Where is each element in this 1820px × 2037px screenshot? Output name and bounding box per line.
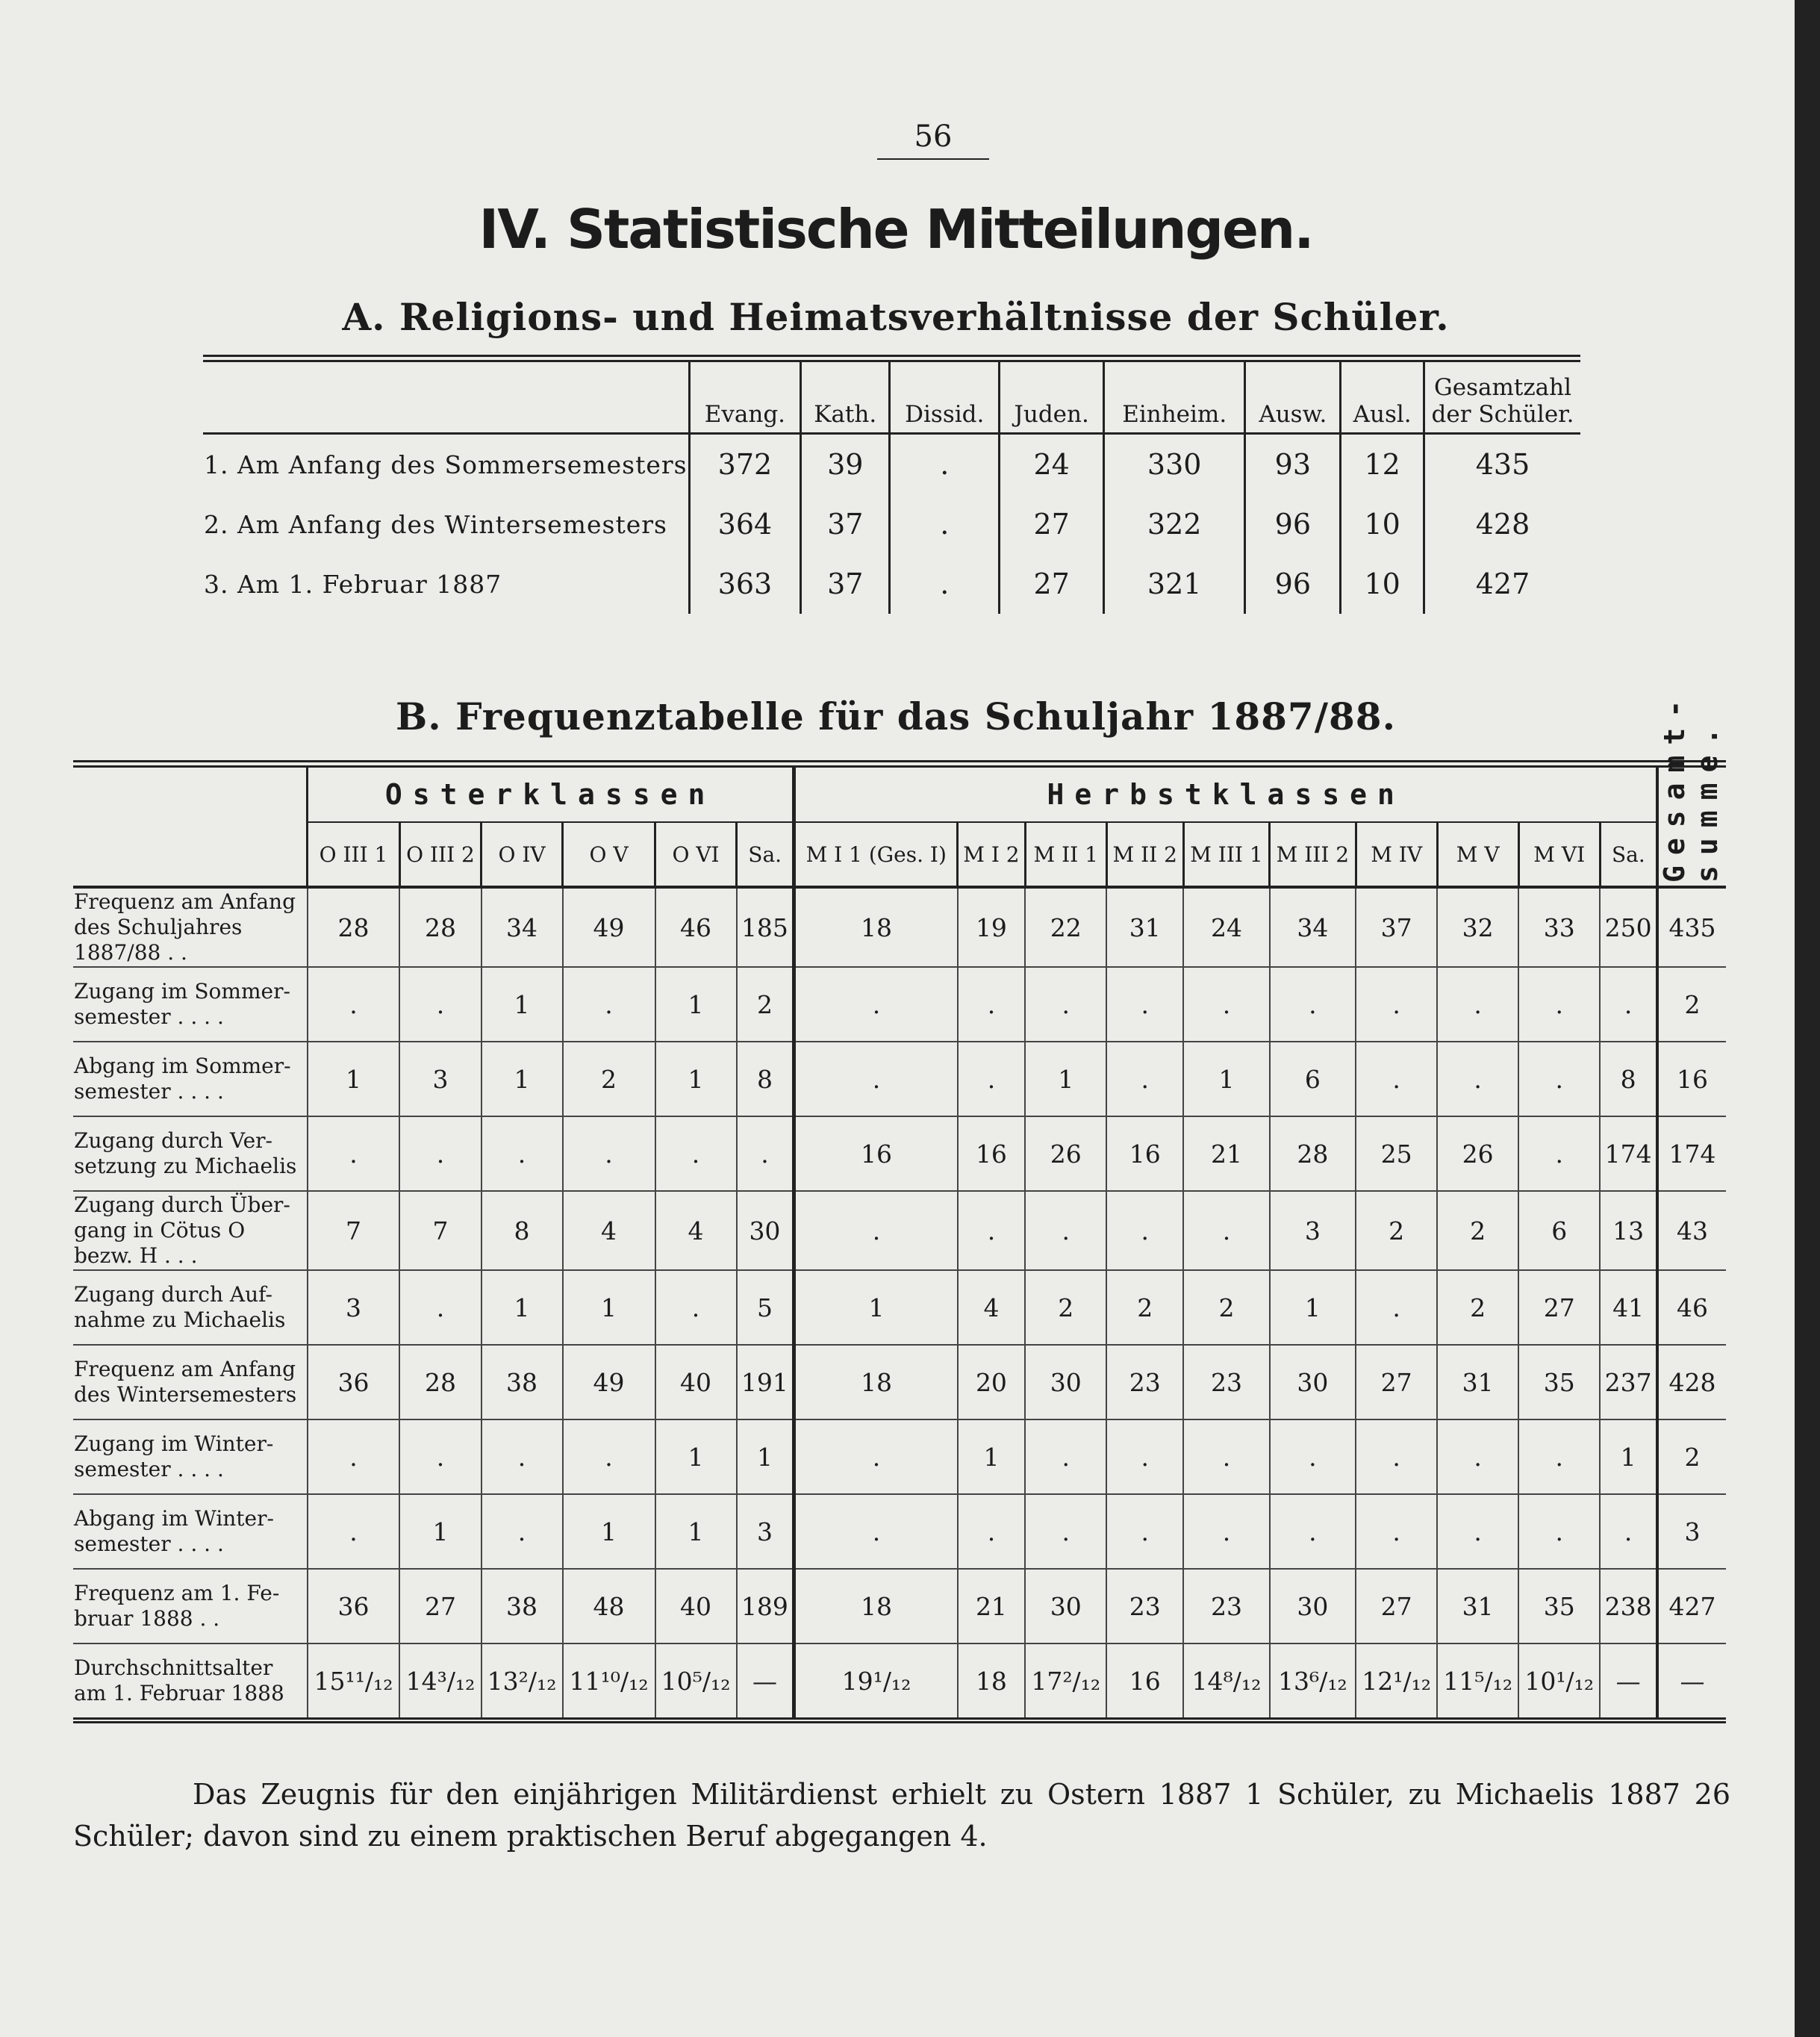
table-cell: 321 — [1104, 554, 1245, 614]
table-cell: 20 — [958, 1345, 1026, 1419]
table-cell: 8 — [1600, 1042, 1657, 1116]
table-cell: 1 — [399, 1494, 481, 1569]
table-cell: 189 — [737, 1569, 794, 1643]
table-cell: 15¹¹/₁₂ — [308, 1643, 400, 1720]
table-cell: . — [1183, 1419, 1269, 1494]
table-cell: 27 — [1356, 1345, 1437, 1419]
table-cell: 3 — [737, 1494, 794, 1569]
frequency-column-label: M II 2 — [1106, 822, 1183, 887]
table-cell: 36 — [308, 1569, 400, 1643]
table-cell: 428 — [1424, 494, 1581, 554]
table-cell: . — [1356, 1494, 1437, 1569]
table-cell: 1 — [655, 967, 737, 1042]
table-cell: 25 — [1356, 1116, 1437, 1191]
table-cell: 26 — [1025, 1116, 1106, 1191]
religion-header: Dissid. — [890, 358, 1000, 434]
group-osterklassen: Osterklassen — [308, 764, 794, 822]
frequency-group-header — [73, 764, 1726, 822]
table-cell: — — [1600, 1643, 1657, 1720]
table-cell: 363 — [689, 554, 801, 614]
table-cell: 1 — [563, 1270, 655, 1345]
table-cell: . — [1025, 1494, 1106, 1569]
table-cell: 33 — [1518, 887, 1600, 967]
table-cell: 28 — [308, 887, 400, 967]
row-label: Zugang im Sommer-semester . . . . — [74, 979, 290, 1029]
frequency-table-row — [73, 1191, 1726, 1270]
table-cell: 174 — [1657, 1116, 1726, 1191]
table-cell: 40 — [655, 1569, 737, 1643]
table-cell: . — [1025, 1191, 1106, 1270]
table-cell: . — [890, 494, 1000, 554]
table-cell: 2 — [1025, 1270, 1106, 1345]
frequency-column-header — [73, 822, 1726, 887]
table-cell: 38 — [482, 1345, 563, 1419]
table-cell: 427 — [1657, 1569, 1726, 1643]
table-cell: 30 — [1270, 1569, 1356, 1643]
table-cell: 1 — [655, 1494, 737, 1569]
table-cell: 28 — [399, 1345, 481, 1419]
table-cell: 30 — [1025, 1569, 1106, 1643]
table-cell: . — [399, 1116, 481, 1191]
table-cell: . — [958, 967, 1026, 1042]
table-cell: 30 — [1270, 1345, 1356, 1419]
table-cell: 14³/₁₂ — [399, 1643, 481, 1720]
table-cell: 13²/₁₂ — [482, 1643, 563, 1720]
frequency-table-row — [73, 967, 1726, 1042]
frequency-column-label: O V — [563, 822, 655, 887]
frequency-column-label: O VI — [655, 822, 737, 887]
religion-header-blank — [203, 358, 689, 434]
table-cell: 27 — [1000, 494, 1104, 554]
table-cell: 250 — [1600, 887, 1657, 967]
table-cell: 27 — [1518, 1270, 1600, 1345]
table-cell: . — [1270, 967, 1356, 1042]
table-cell: 11⁵/₁₂ — [1437, 1643, 1518, 1720]
table-cell: 23 — [1106, 1569, 1183, 1643]
table-cell: 11¹⁰/₁₂ — [563, 1643, 655, 1720]
table-cell: . — [794, 1419, 958, 1494]
religion-table-row — [203, 434, 1580, 495]
table-cell: 174 — [1600, 1116, 1657, 1191]
group-herbstklassen: Herbstklassen — [794, 764, 1657, 822]
table-cell: . — [1106, 1419, 1183, 1494]
frequency-column-label: M IV — [1356, 822, 1437, 887]
table-cell: . — [1270, 1419, 1356, 1494]
table-cell: 8 — [482, 1191, 563, 1270]
table-cell: . — [1356, 967, 1437, 1042]
table-cell: . — [1518, 1042, 1600, 1116]
frequency-table-row — [73, 1042, 1726, 1116]
table-cell: 435 — [1424, 434, 1581, 495]
frequency-column-label: O III 2 — [399, 822, 481, 887]
table-cell: 21 — [1183, 1116, 1269, 1191]
table-cell: 6 — [1518, 1191, 1600, 1270]
section-a-heading: A. Religions- und Heimatsverhältnisse der Schüler. — [342, 295, 1450, 339]
frequency-table-row — [73, 1345, 1726, 1419]
table-cell: 39 — [801, 434, 890, 495]
table-cell: 26 — [1437, 1116, 1518, 1191]
frequency-column-label: M III 2 — [1270, 822, 1356, 887]
frequency-column-label: O III 1 — [308, 822, 400, 887]
table-cell: . — [890, 554, 1000, 614]
table-cell: . — [482, 1419, 563, 1494]
frequency-column-label: Sa. — [1600, 822, 1657, 887]
table-cell: . — [1025, 1419, 1106, 1494]
table-cell: 13 — [1600, 1191, 1657, 1270]
table-cell: 3 — [1657, 1494, 1726, 1569]
table-cell: 28 — [399, 887, 481, 967]
table-cell: 31 — [1437, 1345, 1518, 1419]
religion-header: Kath. — [801, 358, 890, 434]
table-cell: 364 — [689, 494, 801, 554]
gesamtsumme-header: Gesamt-summe. — [1657, 764, 1726, 887]
table-cell: . — [794, 1191, 958, 1270]
table-cell: 23 — [1106, 1345, 1183, 1419]
table-cell: . — [1183, 1191, 1269, 1270]
table-cell: . — [399, 967, 481, 1042]
table-cell: 31 — [1106, 887, 1183, 967]
page-title: IV. Statistische Mitteilungen. — [479, 198, 1313, 261]
table-cell: 1 — [482, 967, 563, 1042]
frequency-column-label: M III 1 — [1183, 822, 1269, 887]
row-label: Abgang im Sommer-semester . . . . — [74, 1054, 291, 1104]
table-cell: 16 — [1106, 1116, 1183, 1191]
row-label: Zugang im Winter-semester . . . . — [74, 1431, 274, 1481]
table-cell: 1 — [655, 1419, 737, 1494]
table-cell: 34 — [482, 887, 563, 967]
table-cell: 185 — [737, 887, 794, 967]
table-cell: 16 — [794, 1116, 958, 1191]
page-number: 56 — [877, 119, 989, 160]
table-cell: 2 — [1657, 1419, 1726, 1494]
table-cell: 37 — [801, 554, 890, 614]
table-cell: 35 — [1518, 1569, 1600, 1643]
table-cell: 14⁸/₁₂ — [1183, 1643, 1269, 1720]
table-cell: 43 — [1657, 1191, 1726, 1270]
frequency-column-label: M II 1 — [1025, 822, 1106, 887]
table-cell: . — [1183, 967, 1269, 1042]
religion-header: Ausl. — [1341, 358, 1424, 434]
table-cell: . — [399, 1419, 481, 1494]
table-cell: 7 — [399, 1191, 481, 1270]
table-cell: 13⁶/₁₂ — [1270, 1643, 1356, 1720]
frequency-column-label: M I 1 (Ges. I) — [794, 822, 958, 887]
table-cell: 427 — [1424, 554, 1581, 614]
table-cell: 23 — [1183, 1569, 1269, 1643]
table-cell: 12¹/₁₂ — [1356, 1643, 1437, 1720]
table-cell: 16 — [958, 1116, 1026, 1191]
table-cell: 2 — [1106, 1270, 1183, 1345]
frequency-column-label: O IV — [482, 822, 563, 887]
religion-table-header — [203, 358, 1580, 434]
table-cell: . — [1183, 1494, 1269, 1569]
table-cell: 191 — [737, 1345, 794, 1419]
religion-header: Evang. — [689, 358, 801, 434]
table-cell: 27 — [399, 1569, 481, 1643]
table-cell: . — [958, 1494, 1026, 1569]
table-cell: 428 — [1657, 1345, 1726, 1419]
table-cell: . — [1270, 1494, 1356, 1569]
table-cell: . — [308, 967, 400, 1042]
table-cell: 330 — [1104, 434, 1245, 495]
table-cell: 37 — [801, 494, 890, 554]
table-cell: . — [1518, 967, 1600, 1042]
row-label: Abgang im Winter-semester . . . . — [74, 1506, 274, 1556]
table-cell: . — [1106, 967, 1183, 1042]
table-cell: — — [1657, 1643, 1726, 1720]
table-cell: 46 — [1657, 1270, 1726, 1345]
table-cell: 40 — [655, 1345, 737, 1419]
religion-table-row — [203, 494, 1580, 554]
table-cell: 1 — [794, 1270, 958, 1345]
frequency-column-label: M VI — [1518, 822, 1600, 887]
table-cell: 35 — [1518, 1345, 1600, 1419]
table-cell: 21 — [958, 1569, 1026, 1643]
frequency-table-row — [73, 1569, 1726, 1643]
table-cell: . — [1106, 1191, 1183, 1270]
table-cell: 27 — [1356, 1569, 1437, 1643]
table-cell: 2 — [1356, 1191, 1437, 1270]
frequency-header-blank — [73, 764, 308, 887]
table-cell: . — [399, 1270, 481, 1345]
footer-note — [73, 1773, 1730, 1857]
row-label: Durchschnittsalter am 1. Februar 1888 — [74, 1655, 284, 1705]
table-cell: 48 — [563, 1569, 655, 1643]
table-cell: 3 — [308, 1270, 400, 1345]
table-cell: 3 — [1270, 1191, 1356, 1270]
table-cell: 1 — [737, 1419, 794, 1494]
table-cell: . — [308, 1494, 400, 1569]
religion-table-row — [203, 554, 1580, 614]
table-cell: 2 — [737, 967, 794, 1042]
table-cell: 31 — [1437, 1569, 1518, 1643]
table-cell: 322 — [1104, 494, 1245, 554]
table-cell: 49 — [563, 1345, 655, 1419]
table-cell: 3 — [399, 1042, 481, 1116]
row-label: Zugang durch Auf-nahme zu Michaelis — [74, 1282, 286, 1332]
table-cell: 16 — [1657, 1042, 1726, 1116]
table-cell: 435 — [1657, 887, 1726, 967]
row-label: 1. Am Anfang des Sommersemesters — [204, 450, 688, 479]
table-cell: . — [563, 967, 655, 1042]
row-label: Zugang durch Ver-setzung zu Michaelis — [74, 1128, 297, 1178]
row-label: Frequenz am Anfang des Wintersemesters — [74, 1357, 297, 1407]
table-cell: . — [1106, 1042, 1183, 1116]
table-cell: 1 — [482, 1042, 563, 1116]
table-cell: 49 — [563, 887, 655, 967]
table-cell: 96 — [1245, 494, 1341, 554]
table-cell: 18 — [794, 1345, 958, 1419]
table-cell: . — [482, 1494, 563, 1569]
table-cell: 1 — [308, 1042, 400, 1116]
table-cell: 2 — [1437, 1270, 1518, 1345]
religion-header: Juden. — [1000, 358, 1104, 434]
religion-table — [203, 355, 1580, 614]
table-cell: 2 — [1437, 1191, 1518, 1270]
table-cell: 10 — [1341, 494, 1424, 554]
table-cell: . — [1437, 967, 1518, 1042]
table-cell: 238 — [1600, 1569, 1657, 1643]
table-cell: . — [308, 1116, 400, 1191]
frequency-table-row — [73, 1116, 1726, 1191]
table-cell: . — [1437, 1419, 1518, 1494]
table-cell: 237 — [1600, 1345, 1657, 1419]
table-cell: 30 — [737, 1191, 794, 1270]
table-cell: . — [563, 1116, 655, 1191]
row-label: Frequenz am Anfang des Schuljahres 1887/88 . . — [74, 889, 296, 965]
table-cell: 34 — [1270, 887, 1356, 967]
table-cell: 4 — [958, 1270, 1026, 1345]
table-cell: 22 — [1025, 887, 1106, 967]
frequency-table-row — [73, 1270, 1726, 1345]
table-cell: 41 — [1600, 1270, 1657, 1345]
table-cell: . — [1356, 1042, 1437, 1116]
table-cell: 18 — [794, 887, 958, 967]
table-cell: . — [794, 1494, 958, 1569]
frequency-column-label: M V — [1437, 822, 1518, 887]
table-cell: 7 — [308, 1191, 400, 1270]
table-cell: 19 — [958, 887, 1026, 967]
frequency-column-label: Sa. — [737, 822, 794, 887]
table-cell: 38 — [482, 1569, 563, 1643]
table-cell: 2 — [563, 1042, 655, 1116]
frequency-table-row — [73, 887, 1726, 967]
table-cell: 36 — [308, 1345, 400, 1419]
table-cell: 10¹/₁₂ — [1518, 1643, 1600, 1720]
table-cell: 1 — [655, 1042, 737, 1116]
table-cell: 1 — [482, 1270, 563, 1345]
frequency-table-row — [73, 1643, 1726, 1720]
table-cell: 37 — [1356, 887, 1437, 967]
table-cell: . — [890, 434, 1000, 495]
table-cell: 1 — [1183, 1042, 1269, 1116]
table-cell: 30 — [1025, 1345, 1106, 1419]
table-cell: . — [1600, 1494, 1657, 1569]
frequency-table-row — [73, 1419, 1726, 1494]
table-cell: . — [1356, 1419, 1437, 1494]
religion-header: Gesamtzahl der Schüler. — [1424, 358, 1581, 434]
table-cell: 16 — [1106, 1643, 1183, 1720]
table-cell: 18 — [958, 1643, 1026, 1720]
table-cell: . — [1106, 1494, 1183, 1569]
table-cell: . — [794, 1042, 958, 1116]
table-cell: 8 — [737, 1042, 794, 1116]
table-cell: 23 — [1183, 1345, 1269, 1419]
table-cell: . — [1600, 967, 1657, 1042]
table-cell: 96 — [1245, 554, 1341, 614]
table-cell: 1 — [1025, 1042, 1106, 1116]
table-cell: . — [1356, 1270, 1437, 1345]
table-cell: 1 — [563, 1494, 655, 1569]
table-cell: 372 — [689, 434, 801, 495]
table-cell: . — [655, 1270, 737, 1345]
table-cell: . — [1518, 1116, 1600, 1191]
table-cell: . — [655, 1116, 737, 1191]
table-cell: 10⁵/₁₂ — [655, 1643, 737, 1720]
frequency-column-label: M I 2 — [958, 822, 1026, 887]
table-cell: 27 — [1000, 554, 1104, 614]
table-cell: 4 — [655, 1191, 737, 1270]
row-label: 2. Am Anfang des Wintersemesters — [204, 509, 667, 539]
table-cell: 1 — [958, 1419, 1026, 1494]
table-cell: 12 — [1341, 434, 1424, 495]
table-cell: 93 — [1245, 434, 1341, 495]
row-label: Frequenz am 1. Fe-bruar 1888 . . — [74, 1581, 280, 1631]
table-cell: . — [1518, 1494, 1600, 1569]
religion-header: Einheim. — [1104, 358, 1245, 434]
table-cell: 10 — [1341, 554, 1424, 614]
table-cell: . — [958, 1042, 1026, 1116]
table-cell: . — [794, 967, 958, 1042]
table-cell: . — [1518, 1419, 1600, 1494]
frequency-table-row — [73, 1494, 1726, 1569]
table-cell: 46 — [655, 887, 737, 967]
table-cell: 19¹/₁₂ — [794, 1643, 958, 1720]
table-cell: 24 — [1183, 887, 1269, 967]
row-label: 3. Am 1. Februar 1887 — [204, 569, 502, 599]
table-cell: — — [737, 1643, 794, 1720]
book-spine-edge — [1795, 0, 1820, 2037]
table-cell: 6 — [1270, 1042, 1356, 1116]
table-cell: . — [308, 1419, 400, 1494]
row-label: Zugang durch Über-gang in Cötus O bezw. H . . . — [74, 1192, 290, 1268]
table-cell: . — [1437, 1042, 1518, 1116]
table-cell: . — [737, 1116, 794, 1191]
table-cell: . — [958, 1191, 1026, 1270]
table-cell: 4 — [563, 1191, 655, 1270]
table-cell: 32 — [1437, 887, 1518, 967]
table-cell: 28 — [1270, 1116, 1356, 1191]
table-cell: . — [563, 1419, 655, 1494]
table-cell: 24 — [1000, 434, 1104, 495]
table-cell: . — [482, 1116, 563, 1191]
table-cell: 18 — [794, 1569, 958, 1643]
table-cell: 17²/₁₂ — [1025, 1643, 1106, 1720]
section-b-heading: B. Frequenztabelle für das Schuljahr 1887/88. — [396, 694, 1396, 738]
table-cell: . — [1437, 1494, 1518, 1569]
table-cell: 2 — [1657, 967, 1726, 1042]
religion-header: Ausw. — [1245, 358, 1341, 434]
footer-text: Das Zeugnis für den einjährigen Militärdienst erhielt zu Ostern 1887 1 Schüler, zu Michaelis 1887 26 Schüler; davon sind zu einem praktischen Beruf abgegangen 4. — [73, 1778, 1730, 1853]
table-cell: 2 — [1183, 1270, 1269, 1345]
table-cell: 5 — [737, 1270, 794, 1345]
table-cell: 1 — [1270, 1270, 1356, 1345]
table-cell: . — [1025, 967, 1106, 1042]
table-cell: 1 — [1600, 1419, 1657, 1494]
